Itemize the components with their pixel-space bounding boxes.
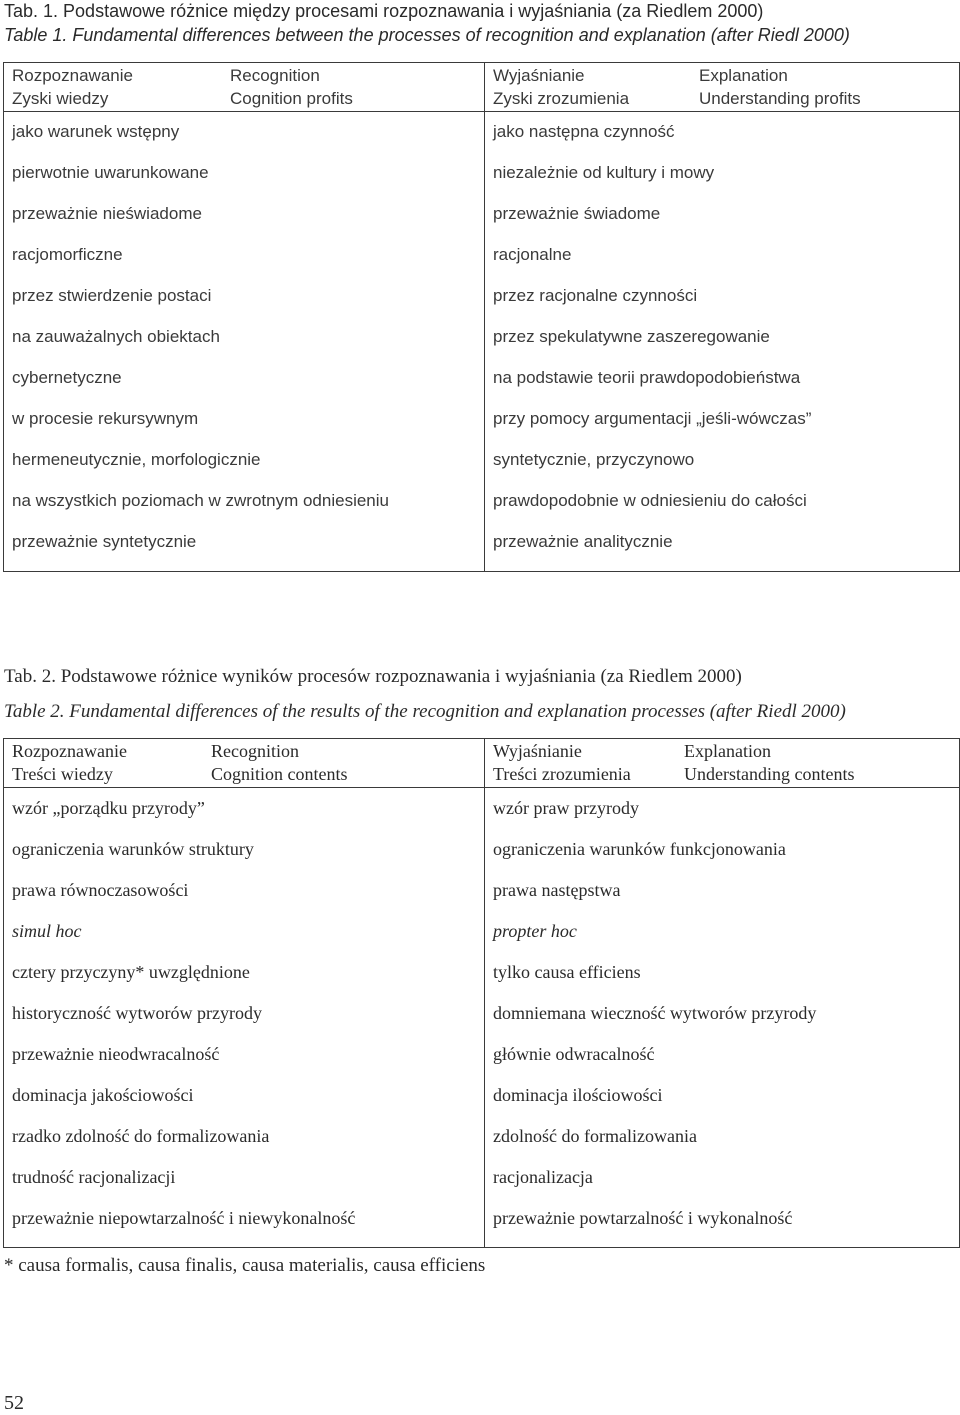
table2-right-item: przeważnie powtarzalność i wykonalność — [493, 1208, 793, 1228]
table1-left-item: przez stwierdzenie postaci — [12, 286, 212, 305]
table2-left-item: rzadko zdolność do formalizowania — [12, 1126, 270, 1146]
table1-header-row — [4, 63, 960, 112]
table2-left-item: simul hoc — [12, 921, 82, 941]
table2-left-title-pl: Rozpoznawanie — [12, 741, 127, 761]
table1-right-item: przeważnie analitycznie — [493, 532, 673, 551]
table1-caption-pl: Tab. 1. Podstawowe różnice między procesami rozpoznawania i wyjaśniania (za Riedlem 2000) — [4, 1, 764, 21]
table2-left-item: historyczność wytworów przyrody — [12, 1003, 262, 1023]
table1-left-subtitle-en: Cognition profits — [230, 89, 353, 108]
table2-right-item: racjonalizacja — [493, 1167, 593, 1187]
table2-right-item: tylko causa efficiens — [493, 962, 641, 982]
table1-left-item: na zauważalnych obiektach — [12, 327, 220, 346]
table2-right-title-en: Explanation — [684, 741, 771, 761]
table1-right-item: syntetycznie, przyczynowo — [493, 450, 695, 469]
table2-left-item: cztery przyczyny* uwzględnione — [12, 962, 250, 982]
table2-right-subtitle-pl: Treści zrozumienia — [493, 764, 631, 784]
table1-left-item: przeważnie nieświadome — [12, 204, 202, 223]
table1-left-item: na wszystkich poziomach w zwrotnym odniesieniu — [12, 491, 389, 510]
table1-right-item: prawdopodobnie w odniesieniu do całości — [493, 491, 807, 510]
table1-right-subtitle-pl: Zyski zrozumienia — [493, 89, 630, 108]
table1-left-header — [4, 63, 485, 112]
table1-right-title-en: Explanation — [699, 66, 788, 85]
table2-caption-pl: Tab. 2. Podstawowe różnice wyników procesów rozpoznawania i wyjaśniania (za Riedlem 2000) — [4, 666, 742, 687]
table1-body-row — [4, 112, 960, 572]
table2-right-item: domniemana wieczność wytworów przyrody — [493, 1003, 817, 1023]
table2-body-row — [4, 788, 960, 1248]
table1-left-column — [4, 112, 485, 572]
page-number: 52 — [4, 1392, 24, 1414]
table2-left-item: przeważnie niepowtarzalność i niewykonalność — [12, 1208, 356, 1228]
table1-left-item: cybernetyczne — [12, 368, 122, 387]
table1-right-item: przez spekulatywne zaszeregowanie — [493, 327, 770, 346]
table1-right-item: niezależnie od kultury i mowy — [493, 163, 715, 182]
table2-left-title-en: Recognition — [211, 741, 299, 761]
table2-right-item: prawa następstwa — [493, 880, 621, 900]
table2-right-item: wzór praw przyrody — [493, 798, 639, 818]
table2-left-subtitle-en: Cognition contents — [211, 764, 348, 784]
table2-header-row — [4, 739, 960, 788]
table2-left-item: przeważnie nieodwracalność — [12, 1044, 220, 1064]
table2-left-header — [4, 739, 485, 788]
table1-left-item: hermeneutycznie, morfologicznie — [12, 450, 261, 469]
table1-right-item: jako następna czynność — [493, 122, 675, 141]
table1-left-title-en: Recognition — [230, 66, 320, 85]
table2-right-title-pl: Wyjaśnianie — [493, 741, 582, 761]
table2-right-item: ograniczenia warunków funkcjonowania — [493, 839, 786, 859]
table1-right-subtitle-en: Understanding profits — [699, 89, 861, 108]
table2-right-item: zdolność do formalizowania — [493, 1126, 697, 1146]
table1-left-item: w procesie rekursywnym — [12, 409, 199, 428]
table1-right-item: na podstawie teorii prawdopodobieństwa — [493, 368, 801, 387]
table1-left-subtitle-pl: Zyski wiedzy — [12, 89, 109, 108]
table1-right-header — [485, 63, 960, 112]
table2-left-column — [4, 788, 485, 1248]
table2-left-item: dominacja jakościowości — [12, 1085, 194, 1105]
table1-right-item: przy pomocy argumentacji „jeśli-wówczas” — [493, 409, 812, 428]
table2-right-item: dominacja ilościowości — [493, 1085, 663, 1105]
table1-right-title-pl: Wyjaśnianie — [493, 66, 585, 85]
footnote: * causa formalis, causa finalis, causa materialis, causa efficiens — [4, 1255, 486, 1276]
table1-caption-en: Table 1. Fundamental differences between the processes of recognition and explanation (after Riedl 2000) — [4, 25, 850, 45]
table1-left-item: jako warunek wstępny — [12, 122, 180, 141]
table1-right-item: racjonalne — [493, 245, 572, 264]
table2-left-item: trudność racjonalizacji — [12, 1167, 176, 1187]
table2 — [3, 738, 960, 1248]
table1-left-title-pl: Rozpoznawanie — [12, 66, 133, 85]
table2-left-item: prawa równoczasowości — [12, 880, 189, 900]
table1-right-item: przez racjonalne czynności — [493, 286, 698, 305]
table1-right-column — [485, 112, 960, 572]
table2-left-item: ograniczenia warunków struktury — [12, 839, 254, 859]
table1 — [3, 62, 960, 572]
table1-left-item: pierwotnie uwarunkowane — [12, 163, 209, 182]
table2-right-header — [485, 739, 960, 788]
table2-right-item: propter hoc — [493, 921, 577, 941]
table1-left-item: przeważnie syntetycznie — [12, 532, 197, 551]
table2-left-item: wzór „porządku przyrody” — [12, 798, 205, 818]
table2-right-item: głównie odwracalność — [493, 1044, 655, 1064]
table1-right-item: przeważnie świadome — [493, 204, 661, 223]
table2-left-subtitle-pl: Treści wiedzy — [12, 764, 113, 784]
table2-right-column — [485, 788, 960, 1248]
table1-left-item: racjomorficzne — [12, 245, 123, 264]
table2-right-subtitle-en: Understanding contents — [684, 764, 855, 784]
table2-caption-en: Table 2. Fundamental differences of the results of the recognition and explanation processes (after Riedl 2000) — [4, 701, 846, 722]
